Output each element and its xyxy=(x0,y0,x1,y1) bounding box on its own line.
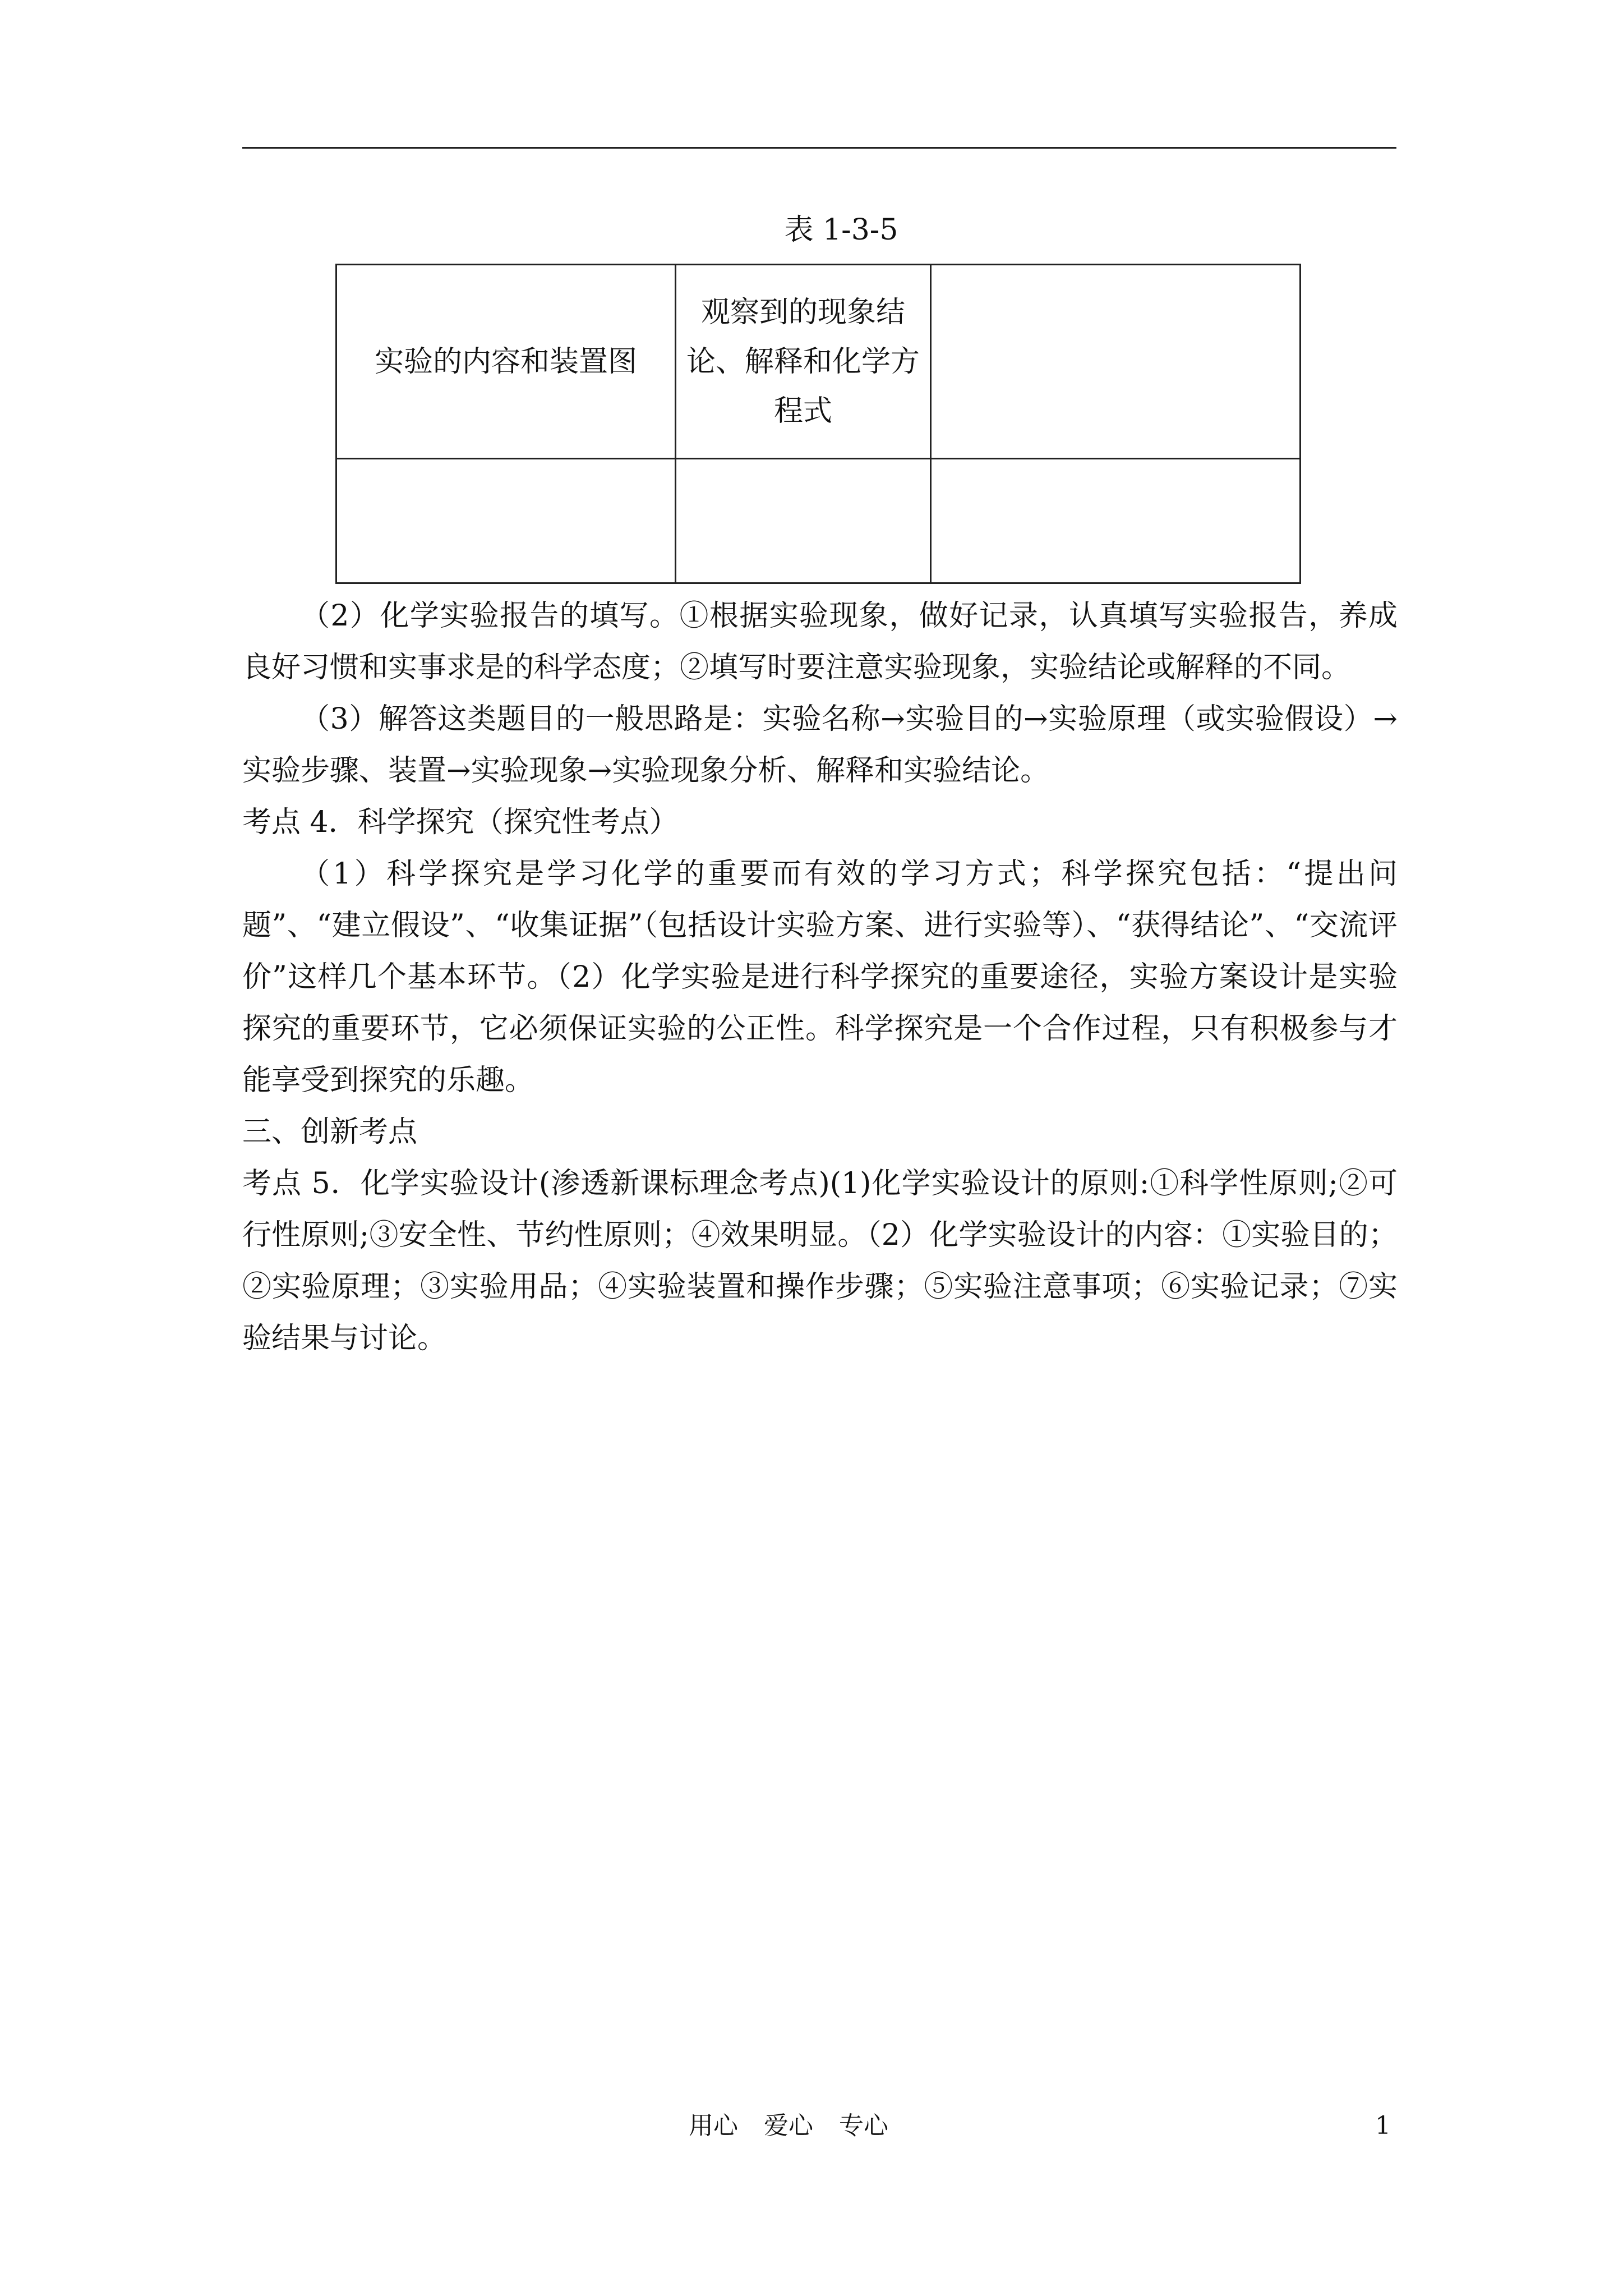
header-rule xyxy=(242,147,1396,149)
table-cell xyxy=(931,459,1301,583)
table-caption: 表 1-3-5 xyxy=(784,213,898,247)
table-header-row xyxy=(336,265,1301,459)
table-header-cell: 实验的内容和装置图 xyxy=(336,265,676,459)
table-header-cell xyxy=(931,265,1301,459)
paragraph-solving-approach: （3）解答这类题目的一般思路是：实验名称→实验目的→实验原理（或实验假设）→实验步骤、装置→实验现象→实验现象分析、解释和实验结论。 xyxy=(242,702,1398,788)
page-footer xyxy=(689,2109,914,2143)
table-cell xyxy=(336,459,676,583)
paragraph-experiment-design: 考点 5．化学实验设计(渗透新课标理念考点)(1)化学实验设计的原则:①科学性原则;②可行性原则;③安全性、节约性原则；④效果明显。（2）化学实验设计的内容：①实验目的；②实验原理；③实验用品；④实验装置和操作步骤；⑤实验注意事项；⑥实验记录；⑦实验结果与讨论。 xyxy=(242,1167,1398,1355)
experiment-table xyxy=(335,264,1301,584)
table-row xyxy=(336,459,1301,583)
footer-motto: 专心 xyxy=(839,2111,888,2140)
paragraph-scientific-inquiry: （1）科学探究是学习化学的重要而有效的学习方式；科学探究包括：“提出问题”、“建立假设”、“收集证据”（包括设计实验方案、进行实验等）、“获得结论”、“交流评价”这样几个基本环节。（2）化学实验是进行科学探究的重要途径，实验方案设计是实验探究的重要环节，它必须保证实验的公正性。科学探究是一个合作过程，只有积极参与才能享受到探究的乐趣。 xyxy=(242,857,1398,1097)
table-header-cell: 观察到的现象结论、解释和化学方程式 xyxy=(676,265,931,459)
table-cell xyxy=(676,459,931,583)
footer-motto: 爱心 xyxy=(764,2111,813,2140)
page-number: 1 xyxy=(1375,2111,1391,2140)
document-body xyxy=(242,590,1398,1364)
paragraph-report-filling: （2）化学实验报告的填写。①根据实验现象，做好记录，认真填写实验报告，养成良好习惯和实事求是的科学态度；②填写时要注意实验现象，实验结论或解释的不同。 xyxy=(242,599,1398,684)
section-heading-kaodian-4: 考点 4．科学探究（探究性考点） xyxy=(242,806,679,839)
section-heading-innovation: 三、创新考点 xyxy=(242,1115,418,1149)
footer-motto: 用心 xyxy=(689,2111,738,2140)
